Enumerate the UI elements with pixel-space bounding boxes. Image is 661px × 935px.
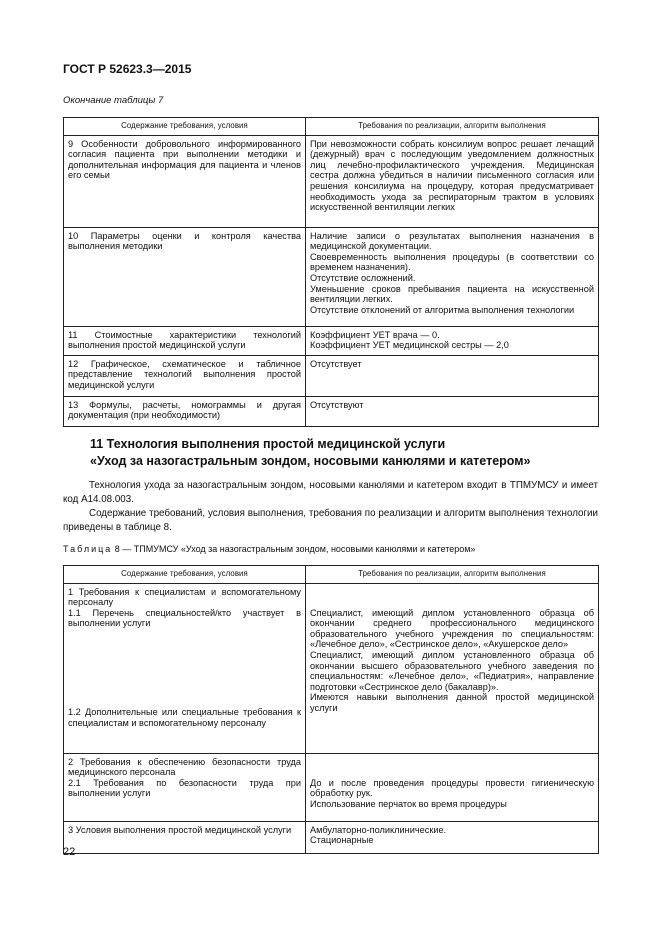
table8-caption	[63, 544, 475, 554]
table8-row2-left-a: 2 Требования к обеспечению безопасности труда медицинского персонала	[68, 756, 301, 778]
table8-row2-right-a: До и после проведения процедуры провести гигиеническую обработку рук.	[310, 777, 594, 799]
table-row	[64, 355, 599, 396]
table8-row1-left-b: 1.1 Перечень специальностей/кто участвует в выполнении услуги	[68, 607, 301, 629]
table8-row2-implementation	[306, 753, 599, 821]
table7-header-row	[64, 118, 599, 136]
table-8	[63, 565, 599, 854]
section-paragraph-2: Содержание требований, условия выполнения, требования по реализации и алгоритм выполнения технологии приведены в таблице 8.	[63, 508, 598, 533]
table8-row1-right-b: Специалист, имеющий диплом установленного образца об окончании высшего образовательного учебного заведения по специальностям: «Лечебное дело», «Педиатрия», направление подготовки «Сестринское дело (бакалавр)».	[310, 649, 594, 692]
table-row	[64, 227, 599, 326]
table8-header-row	[64, 566, 599, 584]
table-7	[63, 117, 599, 427]
table7-row12-requirement: 12 Графическое, схематическое и табличное представление технологий выполнения простой медицинской услуги	[64, 355, 306, 396]
table8-col1-header: Содержание требования, условия	[64, 566, 306, 584]
table7-row13-implementation: Отсутствуют	[306, 396, 599, 426]
table8-row2-right-b: Использование перчаток во время процедуры	[310, 798, 507, 809]
page-number: 22	[63, 846, 76, 858]
table8-row1-implementation	[306, 583, 599, 753]
section-paragraph-1: Технология ухода за назогастральным зондом, носовыми канюлями и катетером входит в ТПМУМСУ и имеет код А14.08.003.	[63, 480, 598, 505]
table8-caption-label: Таблица	[63, 544, 113, 554]
table8-row1-left-c: 1.2 Дополнительные или специальные требования к специалистам и вспомогательному персоналу	[68, 706, 301, 728]
standard-title: ГОСТ Р 52623.3—2015	[63, 62, 192, 76]
table8-row3-right-a: Амбулаторно-поликлинические.	[310, 824, 447, 835]
table-row	[64, 396, 599, 426]
table7-row12-implementation: Отсутствует	[306, 355, 599, 396]
table7-col1-header: Содержание требования, условия	[64, 118, 306, 136]
table8-col2-header: Требования по реализации, алгоритм выполнения	[306, 566, 599, 584]
table7-col2-header: Требования по реализации, алгоритм выполнения	[306, 118, 599, 136]
table8-row3-requirement: 3 Условия выполнения простой медицинской услуги	[64, 821, 306, 853]
table7-continuation-caption: Окончание таблицы 7	[63, 95, 164, 106]
table8-row1-left-a: 1 Требования к специалистам и вспомогательному персоналу	[68, 586, 301, 608]
table8-row2-requirement	[64, 753, 306, 821]
table7-row9-implementation: При невозможности собрать консилиум вопрос решает лечащий (дежурный) врач с последующим уведомлением должностных лиц лечебно-профилактического учреждения. Медицинская сестра должна убедиться в наличии письменного согласия или решения консилиума на процедуру, которая предусматривает необходимость ухода за респираторным трактом в условиях искусственной вентиляции легких	[306, 135, 599, 227]
table-row	[64, 753, 599, 821]
table8-row3-right-b: Стационарные	[310, 835, 374, 846]
table-row	[64, 135, 599, 227]
table7-row9-requirement: 9 Особенности добровольного информированного согласия пациента при выполнении методики и дополнительная информация для пациента и членов его семьи	[64, 135, 306, 227]
table-row	[64, 821, 599, 853]
table8-row1-right-a: Специалист, имеющий диплом установленного образца об окончании среднего профессионального медицинского образовательного учебного учреждения по специальностям: «Лечебное дело», «Сестринское дело», «Акушерское дело»	[310, 607, 594, 650]
table7-row11-requirement: 11 Стоимостные характеристики технологий выполнения простой медицинской услуги	[64, 326, 306, 355]
table-row	[64, 326, 599, 355]
table8-row2-left-b: 2.1 Требования по безопасности труда при выполнении услуги	[68, 777, 301, 799]
table7-row13-requirement: 13 Формулы, расчеты, номограммы и другая документация (при необходимости)	[64, 396, 306, 426]
table8-row3-implementation	[306, 821, 599, 853]
section-heading-line2: «Уход за назогастральным зондом, носовыми канюлями и катетером»	[90, 453, 531, 468]
table7-row10-requirement: 10 Параметры оценки и контроля качества выполнения методики	[64, 227, 306, 326]
table8-caption-text: 8 — ТПМУМСУ «Уход за назогастральным зондом, носовыми канюлями и катетером»	[112, 544, 476, 554]
table7-row11-implementation: Коэффициент УЕТ врача — 0. Коэффициент УЕТ медицинской сестры — 2,0	[306, 326, 599, 355]
table8-row1-requirement	[64, 583, 306, 753]
table8-row1-right-c: Имеются навыки выполнения данной простой медицинской услуги	[310, 692, 594, 713]
table7-row10-implementation: Наличие записи о результатах выполнения назначения в медицинской документации. Своевременность выполнения процедуры (в соответствии со временем назначения). Отсутствие осложнений. Уменьшение сроков пребывания пациента на искусственной вентиляции легких. Отсутствие отклонений от алгоритма выполнения технологии	[306, 227, 599, 326]
table-row	[64, 583, 599, 753]
section-heading-line1: 11 Технология выполнения простой медицинской услуги	[90, 437, 446, 451]
section-heading	[90, 436, 600, 469]
